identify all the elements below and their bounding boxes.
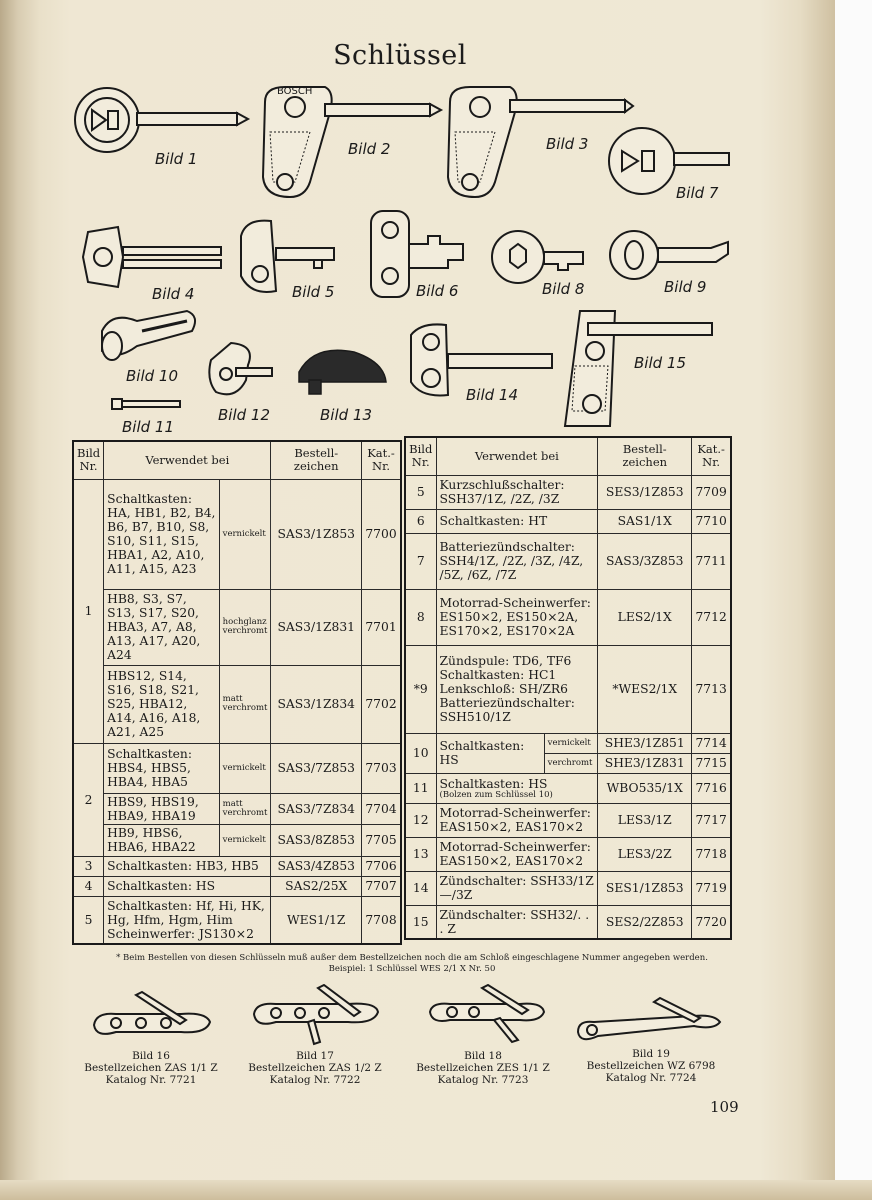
table-row [405,871,731,905]
bestell-cell: SES2/2Z853 [598,905,692,939]
kat-cell: 7702 [362,665,401,743]
kat-cell: 7707 [362,876,401,896]
verwendet-cell: Batteriezündschalter: SSH4/1Z, /2Z, /3Z, /4Z, /5Z, /6Z, /7Z [436,533,598,589]
kat-cell: 7719 [692,871,731,905]
table-row [73,824,401,856]
kat-cell: 7720 [692,905,731,939]
verwendet-cell [436,773,598,803]
bestell-cell: SAS3/8Z853 [271,824,362,856]
bild-cell: 12 [405,803,436,837]
tool-katalog: Katalog Nr. 7724 [605,1072,697,1084]
bild-cell: 7 [405,533,436,589]
caption-bild-1: Bild 1 [155,150,198,168]
kat-cell: 7710 [692,509,731,533]
verwendet-cell: Motorrad-Scheinwerfer: EAS150×2, EAS170×2 [436,837,598,871]
bild-cell: 5 [73,896,104,944]
finish-cell: matt verchromt [219,793,271,824]
table-row [73,896,401,944]
kat-cell: 7709 [692,475,731,509]
kat-cell: 7711 [692,533,731,589]
finish-cell: vernickelt [219,824,271,856]
tool-katalog: Katalog Nr. 7722 [269,1074,361,1086]
finish-cell: hochglanz verchromt [219,589,271,665]
verwendet-cell: Motorrad-Scheinwerfer: EAS150×2, EAS170×2 [436,803,598,837]
verwendet-cell: HBS12, S14, S16, S18, S21, S25, HBA12, A14, A16, A18, A21, A25 [104,665,219,743]
bestell-cell: SHE3/1Z851 [598,733,692,753]
tool-bild-19 [576,1048,726,1084]
table-row [73,479,401,589]
finish-cell: vernickelt [219,479,271,589]
bestell-cell: SAS3/1Z834 [271,665,362,743]
finish-cell: vernickelt [219,743,271,793]
bild-cell: 13 [405,837,436,871]
bestell-cell: SAS3/7Z834 [271,793,362,824]
caption-bild-15: Bild 15 [634,354,687,372]
verwendet-cell: Schaltkasten: Hf, Hi, HK, Hg, Hfm, Hgm, Him Scheinwerfer: JS130×2 [104,896,271,944]
table-row [405,533,731,589]
tool-bild-label: Bild 17 [296,1050,334,1062]
table-header-row [405,437,731,475]
caption-bild-7: Bild 7 [676,184,719,202]
bild-cell: 10 [405,733,436,773]
table-row [405,837,731,871]
kat-cell: 7706 [362,856,401,876]
tool-bild-label: Bild 16 [132,1050,170,1062]
tool-katalog: Katalog Nr. 7723 [437,1074,529,1086]
caption-bild-6: Bild 6 [416,282,459,300]
verwendet-cell: Zündschalter: SSH32/. . . Z [436,905,598,939]
table-row [405,589,731,645]
key-bild-8-icon [488,226,586,288]
bild-cell: 6 [405,509,436,533]
table-header-row [73,441,401,479]
tool-katalog: Katalog Nr. 7721 [105,1074,197,1086]
tool-bestell: Bestellzeichen ZAS 1/2 Z [248,1062,382,1074]
keys-table-right [404,436,732,940]
verwendet-cell: Schaltkasten: HT [436,509,598,533]
kat-cell: 7714 [692,733,731,753]
bild-cell: 8 [405,589,436,645]
key-bild-10-icon [92,306,204,368]
verwendet-cell: HB9, HBS6, HBA6, HBA22 [104,824,219,856]
bestell-cell: SAS3/1Z853 [271,479,362,589]
finish-cell: matt verchromt [219,665,271,743]
bild-cell: 15 [405,905,436,939]
verwendet-cell: Schaltkasten: HS [436,733,544,773]
bestell-cell: *WES2/1X [598,645,692,733]
kat-cell: 7705 [362,824,401,856]
bild-cell: 11 [405,773,436,803]
bestell-cell: SAS3/3Z853 [598,533,692,589]
table-row [73,876,401,896]
caption-bild-4: Bild 4 [152,285,195,303]
caption-bild-14: Bild 14 [466,386,519,404]
caption-bild-11: Bild 11 [122,418,175,436]
col-header-bestell: Bestell- zeichen [271,441,362,479]
caption-bild-8: Bild 8 [542,280,585,298]
verwendet-cell: Kurzschlußschalter: SSH37/1Z, /2Z, /3Z [436,475,598,509]
caption-bild-5: Bild 5 [292,283,335,301]
bestell-cell: SAS3/4Z853 [271,856,362,876]
bild-cell: 1 [73,479,104,743]
tool-bestell: Bestellzeichen ZES 1/1 Z [416,1062,550,1074]
key-bild-13-icon [294,342,390,398]
tool-bestell: Bestellzeichen ZAS 1/1 Z [84,1062,218,1074]
kat-cell: 7704 [362,793,401,824]
kat-cell: 7712 [692,589,731,645]
bestell-cell: WBO535/1X [598,773,692,803]
table-row [405,773,731,803]
finish-cell: verchromt [544,753,598,773]
verwendet-cell: Motorrad-Scheinwerfer: ES150×2, ES150×2A, ES170×2, ES170×2A [436,589,598,645]
kat-cell: 7716 [692,773,731,803]
bosch-brand-text: BOSCH [277,86,313,97]
table-row [405,645,731,733]
tool-bestell: Bestellzeichen WZ 6798 [586,1060,716,1072]
wrench-bild-18-icon [424,984,548,1046]
col-header-bild: Bild Nr. [73,441,104,479]
table-row [405,733,731,753]
bestell-cell: WES1/1Z [271,896,362,944]
table-row [73,665,401,743]
bild-cell: 2 [73,743,104,856]
bolzen-note: (Bolzen zum Schlüssel 10) [439,789,553,800]
kat-cell: 7700 [362,479,401,589]
col-header-verwendet: Verwendet bei [436,437,598,475]
bild-cell: *9 [405,645,436,733]
bestell-cell: SES1/1Z853 [598,871,692,905]
kat-cell: 7718 [692,837,731,871]
tool-bild-label: Bild 19 [632,1048,670,1060]
table-row [405,803,731,837]
wrench-bild-17-icon [248,984,382,1046]
tool-bild-label: Bild 18 [464,1050,502,1062]
caption-bild-13: Bild 13 [320,406,373,424]
kat-cell: 7713 [692,645,731,733]
col-header-bild: Bild Nr. [405,437,436,475]
kat-cell: 7708 [362,896,401,944]
verwendet-cell: HB8, S3, S7, S13, S17, S20, HBA3, A7, A8, A13, A17, A20, A24 [104,589,219,665]
page-number: 109 [710,1098,739,1116]
table-row [405,905,731,939]
bestell-cell: SES3/1Z853 [598,475,692,509]
page-title: Schlüssel [333,40,467,71]
wrench-bild-16-icon [86,990,216,1048]
key-bild-4-icon [78,222,226,294]
key-bild-9-icon [606,228,731,282]
col-header-bestell: Bestell- zeichen [598,437,692,475]
key-bild-12-icon [206,340,276,402]
bild-cell: 14 [405,871,436,905]
bestell-cell: LES2/1X [598,589,692,645]
footnote-example: Beispiel: 1 Schlüssel WES 2/1 X Nr. 50 [328,964,496,974]
verwendet-cell: HBS9, HBS19, HBA9, HBA19 [104,793,219,824]
finish-cell: vernickelt [544,733,598,753]
bestell-cell: SHE3/1Z831 [598,753,692,773]
key-bild-11-icon [110,396,184,412]
col-header-kat: Kat.- Nr. [362,441,401,479]
footnote [92,953,732,975]
table-row [73,743,401,793]
caption-bild-3: Bild 3 [546,135,589,153]
table-row [405,509,731,533]
table-row [73,793,401,824]
col-header-kat: Kat.- Nr. [692,437,731,475]
table-row [405,475,731,509]
caption-bild-9: Bild 9 [664,278,707,296]
tool-bild-17 [240,1050,390,1086]
table-row [73,589,401,665]
caption-bild-12: Bild 12 [218,406,271,424]
kat-cell: 7703 [362,743,401,793]
verwendet-text: Schaltkasten: HS [439,776,548,791]
tool-bild-16 [76,1050,226,1086]
key-bild-1-icon [72,85,252,155]
kat-cell: 7715 [692,753,731,773]
table-row [73,856,401,876]
bild-cell: 5 [405,475,436,509]
bestell-cell: SAS2/25X [271,876,362,896]
col-header-verwendet: Verwendet bei [104,441,271,479]
kat-cell: 7717 [692,803,731,837]
caption-bild-10: Bild 10 [126,367,179,385]
verwendet-cell: Zündspule: TD6, TF6 Schaltkasten: HC1 Lenkschloß: SH/ZR6 Batteriezündschalter: SSH510/1Z [436,645,598,733]
footnote-text: * Beim Bestellen von diesen Schlüsseln muß außer dem Bestellzeichen noch die am Schloß eingeschlagene Nummer angegeben werden. [116,953,708,963]
bestell-cell: LES3/2Z [598,837,692,871]
bestell-cell: LES3/1Z [598,803,692,837]
wrench-bild-19-icon [574,996,724,1046]
bild-cell: 3 [73,856,104,876]
kat-cell: 7701 [362,589,401,665]
verwendet-cell: Schaltkasten: HB3, HB5 [104,856,271,876]
bestell-cell: SAS3/1Z831 [271,589,362,665]
verwendet-cell: Schaltkasten: HS [104,876,271,896]
bild-cell: 4 [73,876,104,896]
bestell-cell: SAS1/1X [598,509,692,533]
bestell-cell: SAS3/7Z853 [271,743,362,793]
caption-bild-2: Bild 2 [348,140,391,158]
keys-table-left [72,440,402,945]
verwendet-cell: Schaltkasten: HA, HB1, B2, B4, B6, B7, B10, S8, S10, S11, S15, HBA1, A2, A10, A11, A15, A23 [104,479,219,589]
verwendet-cell: Schaltkasten: HBS4, HBS5, HBA4, HBA5 [104,743,219,793]
verwendet-cell: Zündschalter: SSH33/1Z—/3Z [436,871,598,905]
tool-bild-18 [408,1050,558,1086]
